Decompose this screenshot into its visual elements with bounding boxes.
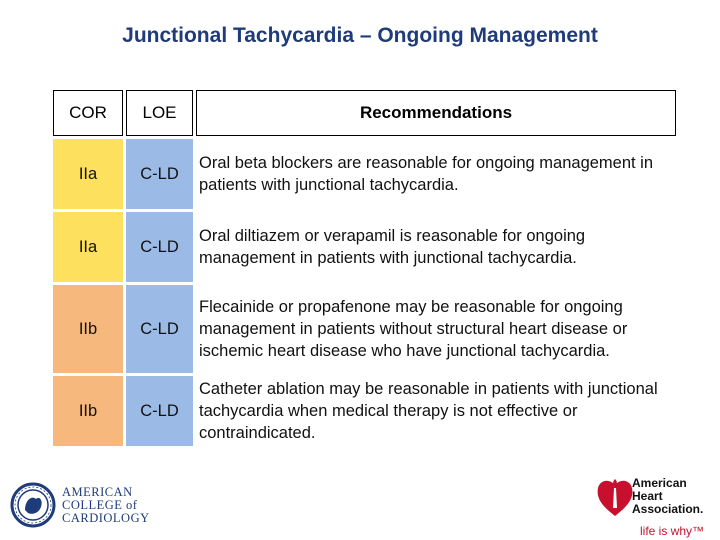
acc-logo [10, 482, 150, 528]
loe-cell: C-LD [126, 139, 193, 209]
recommendation-cell: Catheter ablation may be reasonable in patients with junctional tachycardia when medical therapy is not effective or contraindicated. [196, 376, 676, 446]
recommendation-cell: Flecainide or propafenone may be reasonable for ongoing management in patients without structural heart disease or ischemic heart disease who have junctional tachycardia. [196, 285, 676, 373]
cor-cell: IIa [53, 139, 123, 209]
acc-line-3: CARDIOLOGY [62, 510, 150, 525]
loe-cell: C-LD [126, 285, 193, 373]
table-row [53, 212, 676, 282]
loe-cell: C-LD [126, 212, 193, 282]
cor-cell: IIb [53, 376, 123, 446]
acc-line-1: AMERICAN [62, 484, 133, 499]
aha-wordmark [632, 477, 703, 516]
header-cor: COR [53, 90, 123, 136]
table-row [53, 139, 676, 209]
slide-title: Junctional Tachycardia – Ongoing Management [122, 24, 598, 47]
aha-tagline: life is why™ [640, 524, 705, 538]
table-row [53, 285, 676, 373]
aha-line-3: Association. [632, 502, 704, 516]
table-row [53, 376, 676, 446]
header-loe: LOE [126, 90, 193, 136]
recommendation-cell: Oral diltiazem or verapamil is reasonable for ongoing management in patients with junctional tachycardia. [196, 212, 676, 282]
table-header-row [53, 90, 676, 136]
acc-seal-icon [10, 482, 56, 528]
acc-line-2: COLLEGE of [62, 497, 138, 512]
loe-cell: C-LD [126, 376, 193, 446]
cor-cell: IIb [53, 285, 123, 373]
acc-wordmark [62, 486, 150, 525]
header-recommendations: Recommendations [196, 90, 676, 136]
aha-line-2: Heart [632, 489, 663, 503]
recommendation-cell: Oral beta blockers are reasonable for ongoing management in patients with junctional tachycardia. [196, 139, 676, 209]
aha-line-1: American [632, 476, 687, 490]
aha-logo [596, 474, 705, 538]
cor-cell: IIa [53, 212, 123, 282]
aha-heart-torch-icon [596, 474, 634, 520]
recommendations-table [50, 87, 679, 449]
